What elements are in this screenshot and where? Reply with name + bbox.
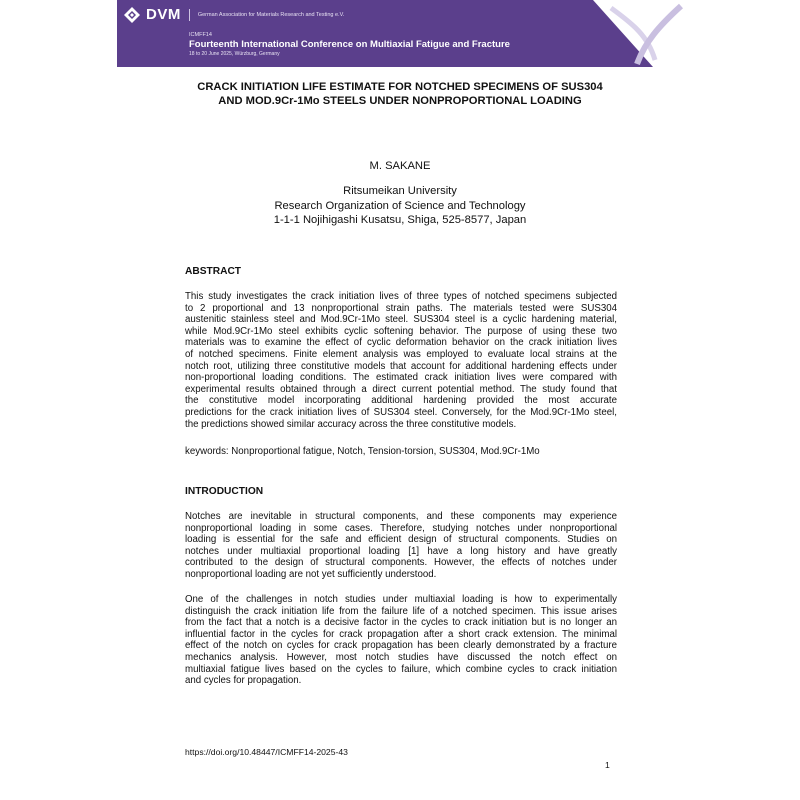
intro-line: multiaxial fatigue lives based on the cycles to failure, which combine cycles to crack initiation	[185, 663, 617, 675]
intro-line: nonproportional loading in some cases. Therefore, studying notches under nonproportional	[185, 522, 617, 534]
affiliation-line: Research Organization of Science and Technology	[274, 199, 526, 212]
abstract-line: the predictions showed similar accuracy across the three constitutive models.	[185, 418, 517, 430]
intro-line: from the fact that a notch is a decisive factor in the cycles to crack initiation but is no longer an	[185, 617, 617, 629]
conference-info	[189, 32, 510, 58]
intro-line: and cycles for propagation.	[185, 675, 302, 687]
intro-line: contributed to the design of structural components. However, the effects of notches under	[185, 557, 617, 569]
abstract-paragraph	[185, 291, 617, 430]
association-name: German Association for Materials Research and Testing e.V.	[197, 12, 345, 18]
conference-dates: 18 to 20 June 2025, Würzburg, Germany	[189, 51, 280, 57]
conference-title: Fourteenth International Conference on Multiaxial Fatigue and Fracture	[189, 39, 510, 50]
introduction-paragraph-2	[185, 594, 617, 687]
intro-line: nonproportional loading are not yet sufficiently understood.	[185, 568, 437, 580]
page-number: 1	[605, 760, 610, 770]
abstract-line: experimental results obtained through a direct current potential method. The study found that	[185, 383, 617, 395]
intro-line: One of the challenges in notch studies under multiaxial loading is how to experimentally	[185, 594, 617, 605]
intro-line: effect of the notch on cycles for crack propagation has been clearly demonstrated by a fracture	[185, 640, 617, 652]
abstract-heading: ABSTRACT	[185, 266, 242, 277]
dvm-logo-text: DVM	[146, 6, 181, 23]
intro-line: notches under multiaxial proportional loading [1] have a long history and have greatly	[185, 545, 617, 557]
abstract-line: predictions for the crack initiation lives of SUS304 steel. Conversely, for the Mod.9Cr-1Mo steel,	[185, 406, 617, 418]
paper-title	[150, 80, 650, 108]
conference-banner	[117, 0, 683, 67]
intro-line: influential factor in the cycles for crack propagation after a short crack extension. The minimal	[185, 628, 617, 640]
affiliation	[150, 184, 650, 228]
intro-line: Notches are inevitable in structural components, and these components may experience	[185, 511, 617, 522]
dvm-diamond-icon	[124, 7, 140, 23]
affiliation-line: 1-1-1 Nojihigashi Kusatsu, Shiga, 525-8577, Japan	[273, 214, 527, 226]
intro-line: loading is essential for the safe and efficient design of structural components. Studies on	[185, 534, 617, 546]
paper-title-line: CRACK INITIATION LIFE ESTIMATE FOR NOTCHED SPECIMENS OF SUS304	[197, 81, 603, 93]
logo-divider	[189, 9, 190, 21]
doi-link[interactable]: https://doi.org/10.48447/ICMFF14-2025-43	[185, 747, 348, 757]
author-name: M. SAKANE	[369, 160, 431, 172]
abstract-line: notch root, utilizing three constitutive models that account for additional hardening effects under	[185, 360, 617, 372]
abstract-line: to 2 proportional and 13 nonproportional strain paths. The materials tested were SUS304	[185, 302, 617, 314]
intro-line: distinguish the crack initiation life from the failure life of a notched specimen. This issue arises	[185, 605, 617, 617]
abstract-line: austenitic stainless steel and Mod.9Cr-1Mo steel. SUS304 steel is a cyclic hardening material,	[185, 314, 617, 326]
abstract-line: while Mod.9Cr-1Mo steel exhibits cyclic softening behavior. The purpose of using these two	[185, 325, 617, 337]
intro-line: mechanics analysis. However, most notch studies have discussed the notch effect on	[185, 651, 617, 663]
conference-code: ICMFF14	[189, 32, 212, 38]
abstract-line: This study investigates the crack initiation lives of three types of notched specimens subjected	[185, 291, 617, 302]
abstract-line: materials was to examine the effect of cyclic deformation behavior on the crack initiation lives	[185, 337, 617, 349]
abstract-line: of notched specimens. Finite element analysis was employed to evaluate local strains at the	[185, 348, 617, 360]
decorative-x-swoosh	[593, 0, 683, 67]
abstract-line: non-proportional loading conditions. The estimated crack initiation lives were compared with	[185, 372, 617, 384]
affiliation-line: Ritsumeikan University	[343, 185, 457, 197]
paper-title-line: AND MOD.9Cr-1Mo STEELS UNDER NONPROPORTIONAL LOADING	[218, 95, 582, 107]
abstract-line: the constitutive model incorporating additional hardening provided the most accurate	[185, 395, 617, 407]
introduction-heading: INTRODUCTION	[185, 486, 264, 497]
dvm-logo-row	[124, 7, 344, 23]
keywords: keywords: Nonproportional fatigue, Notch, Tension-torsion, SUS304, Mod.9Cr-1Mo	[185, 446, 540, 457]
introduction-paragraph-1	[185, 511, 617, 581]
